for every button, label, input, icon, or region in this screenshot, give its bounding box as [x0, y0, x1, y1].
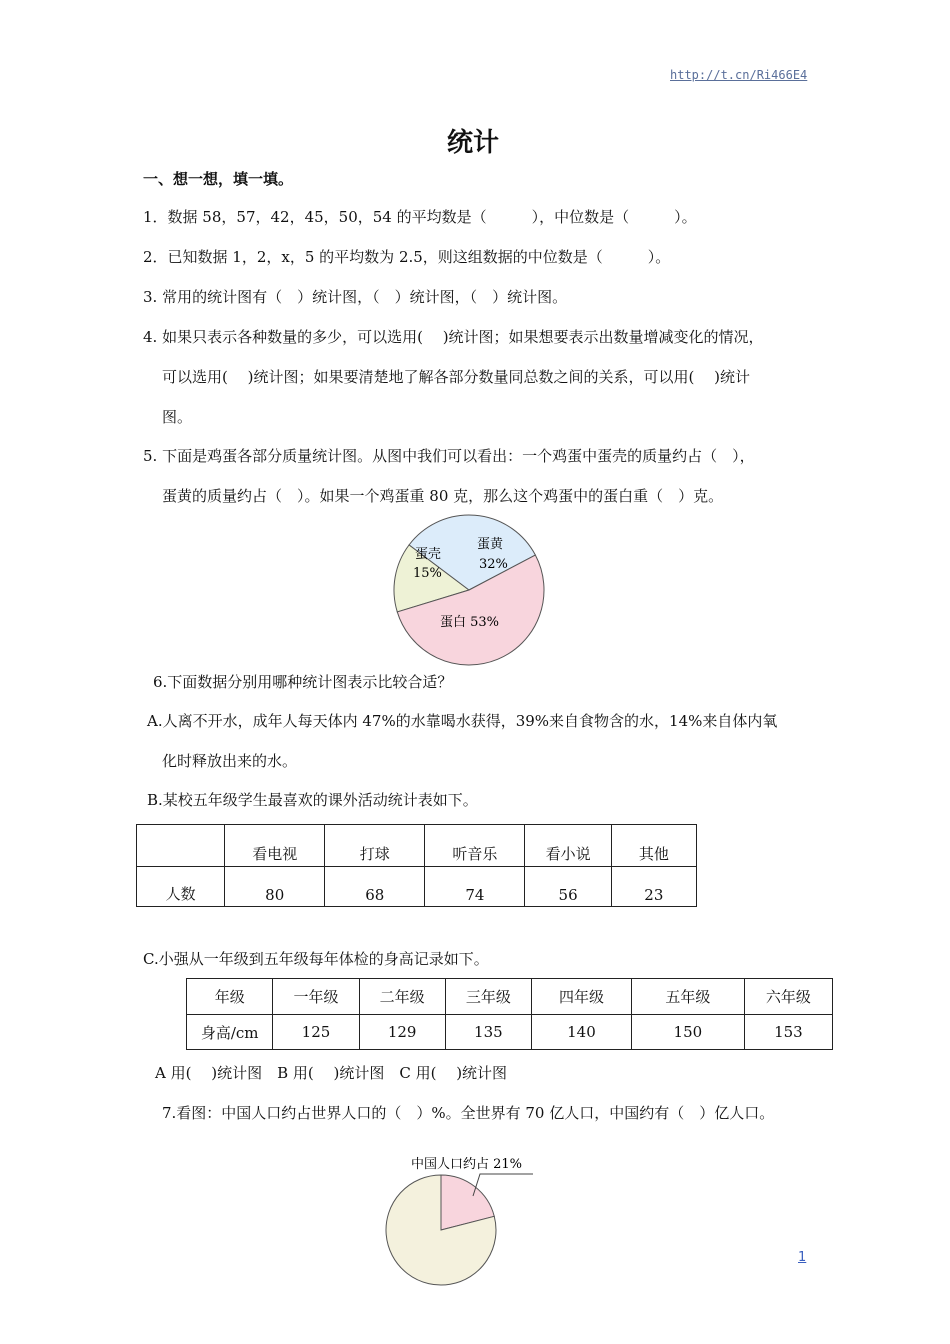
question-7: 7.看图：中国人口约占世界人口的（ ）%。全世界有 70 亿人口，中国约有（ ）亿人口。 [162, 1104, 775, 1122]
table-header: 看小说 [525, 825, 611, 867]
question-3: 3. 常用的统计图有（ ）统计图，（ ）统计图，（ ）统计图。 [143, 288, 568, 306]
table-row [137, 867, 697, 907]
question-6a-line-1: A.人离不开水，成年人每天体内 47%的水靠喝水获得，39%来自食物含的水，14%来自体内氧 [147, 712, 778, 730]
table-header: 年级 [187, 979, 273, 1015]
question-2: 2．已知数据 1，2，x，5 的平均数为 2.5，则这组数据的中位数是（ ）。 [143, 248, 671, 266]
activity-table [136, 824, 697, 907]
question-4-line-2: 可以选用( )统计图；如果要清楚地了解各部分数量同总数之间的关系，可以用( )统计 [162, 368, 750, 386]
table-cell: 129 [359, 1015, 445, 1050]
question-4-line-3: 图。 [162, 408, 193, 426]
slice-label-white: 蛋白 53% [440, 615, 500, 630]
table-cell: 135 [445, 1015, 531, 1050]
population-chart-title: 中国人口约占 21% [411, 1157, 523, 1172]
question-6-answer: A 用( )统计图 B 用( )统计图 C 用( )统计图 [155, 1064, 508, 1082]
section-heading: 一、想一想，填一填。 [143, 170, 294, 188]
table-row [187, 979, 833, 1015]
table-header: 二年级 [359, 979, 445, 1015]
page-title: 统计 [447, 128, 500, 158]
population-pie-chart [385, 1150, 555, 1290]
table-cell [137, 825, 225, 867]
question-6a-line-2: 化时释放出来的水。 [162, 752, 298, 770]
question-6c: C.小强从一年级到五年级每年体检的身高记录如下。 [143, 950, 489, 968]
table-header: 其他 [611, 825, 696, 867]
table-header: 一年级 [273, 979, 359, 1015]
question-5-line-2: 蛋黄的质量约占（ ）。如果一个鸡蛋重 80 克，那么这个鸡蛋中的蛋白重（ ）克。 [162, 487, 724, 505]
question-6b: B.某校五年级学生最喜欢的课外活动统计表如下。 [147, 791, 478, 809]
page-number: 1 [798, 1250, 807, 1265]
table-cell: 23 [611, 867, 696, 907]
table-cell: 125 [273, 1015, 359, 1050]
table-cell: 68 [325, 867, 425, 907]
table-row-label: 身高/cm [187, 1015, 273, 1050]
table-header: 六年级 [744, 979, 832, 1015]
table-header: 看电视 [225, 825, 325, 867]
table-header: 四年级 [531, 979, 631, 1015]
table-cell: 74 [425, 867, 525, 907]
question-1: 1．数据 58，57，42，45，50，54 的平均数是（ ），中位数是（ ）。 [143, 208, 697, 226]
height-table [186, 978, 833, 1050]
table-row-label: 人数 [137, 867, 225, 907]
table-cell: 80 [225, 867, 325, 907]
slice-label-eggshell: 蛋壳 [415, 547, 442, 562]
table-cell: 153 [744, 1015, 832, 1050]
question-6: 6.下面数据分别用哪种统计图表示比较合适？ [153, 673, 453, 691]
egg-pie-chart [385, 510, 555, 672]
table-cell: 150 [631, 1015, 744, 1050]
table-header: 三年级 [445, 979, 531, 1015]
question-4-line-1: 4. 如果只表示各种数量的多少，可以选用( )统计图；如果想要表示出数量增减变化的情况， [143, 328, 764, 346]
table-header: 五年级 [631, 979, 744, 1015]
table-header: 打球 [325, 825, 425, 867]
table-row [187, 1015, 833, 1050]
table-row [137, 825, 697, 867]
table-cell: 140 [531, 1015, 631, 1050]
table-header: 听音乐 [425, 825, 525, 867]
table-cell: 56 [525, 867, 611, 907]
slice-value-eggshell: 15% [413, 566, 442, 581]
slice-label-yolk: 蛋黄 [477, 537, 504, 552]
question-5-line-1: 5. 下面是鸡蛋各部分质量统计图。从图中我们可以看出：一个鸡蛋中蛋壳的质量约占（ ）， [143, 447, 755, 465]
header-link[interactable]: http://t.cn/Ri466E4 [670, 68, 808, 82]
slice-value-yolk: 32% [479, 557, 508, 572]
